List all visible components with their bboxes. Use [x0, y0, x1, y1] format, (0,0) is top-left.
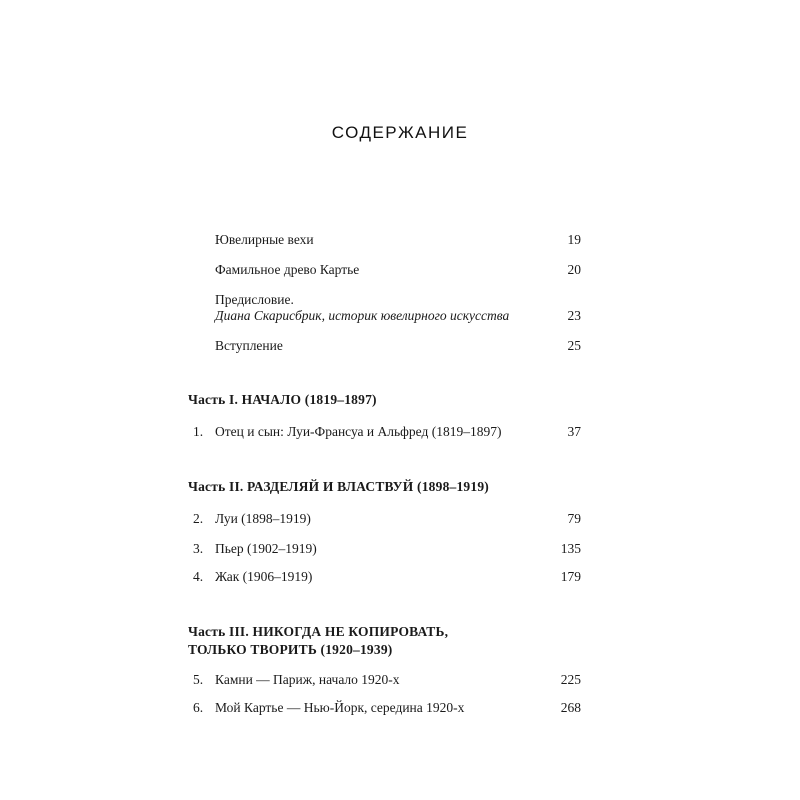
toc-entry-sublabel: Диана Скарисбрик, историк ювелирного искусства: [215, 308, 510, 323]
toc-entry-label: Вступление: [215, 338, 283, 353]
toc-entry-label: Фамильное древо Картье: [215, 262, 360, 277]
chapter-number: 4.: [193, 569, 204, 584]
toc-entry: [193, 699, 581, 716]
toc-entry-label: Пьер (1902–1919): [215, 541, 317, 556]
toc-entry-label: Предисловие.: [215, 292, 294, 307]
part-heading-continued: ТОЛЬКО ТВОРИТЬ (1920–1939): [188, 642, 393, 657]
toc-entry-page: 79: [567, 511, 581, 526]
toc-entry-label: Мой Картье — Нью-Йорк, середина 1920-х: [215, 700, 465, 715]
toc-entry: [215, 337, 581, 354]
toc-entry-page: 135: [560, 541, 581, 556]
toc-entry-page: 25: [567, 338, 581, 353]
toc-entry-label: Камни — Париж, начало 1920-х: [215, 672, 400, 687]
toc-entry: [193, 671, 581, 688]
chapter-number: 3.: [193, 541, 204, 556]
toc-entry: [215, 261, 581, 278]
toc-entry: [215, 291, 581, 308]
toc-entry-page: 20: [567, 262, 581, 277]
toc-entry: [193, 423, 581, 440]
toc-entry-label: Луи (1898–1919): [215, 511, 311, 526]
chapter-number: 6.: [193, 700, 204, 715]
toc-entry-page: 268: [560, 700, 581, 715]
chapter-number: 1.: [193, 424, 204, 439]
toc-entry: [193, 540, 581, 557]
part-heading: Часть I. НАЧАЛО (1819–1897): [188, 392, 377, 407]
toc-entry-label: Ювелирные вехи: [215, 232, 314, 247]
part-heading: Часть III. НИКОГДА НЕ КОПИРОВАТЬ,: [188, 624, 449, 639]
toc-entry-page: 19: [567, 232, 581, 247]
toc-entry-page: 179: [560, 569, 581, 584]
toc-entry-page: 23: [567, 308, 581, 323]
toc-entry: [193, 510, 581, 527]
toc-entry-label: Отец и сын: Луи-Франсуа и Альфред (1819–1897): [215, 424, 502, 439]
toc-entry: [215, 231, 581, 248]
toc-entry-page: 225: [560, 672, 581, 687]
part-heading: Часть II. РАЗДЕЛЯЙ И ВЛАСТВУЙ (1898–1919): [188, 479, 489, 494]
toc-entry-label: Жак (1906–1919): [215, 569, 313, 584]
toc-entry: [215, 307, 581, 324]
page-title: СОДЕРЖАНИЕ: [331, 123, 469, 142]
chapter-number: 5.: [193, 672, 204, 687]
toc-entry-page: 37: [567, 424, 581, 439]
chapter-number: 2.: [193, 511, 204, 526]
toc-entry: [193, 568, 581, 585]
